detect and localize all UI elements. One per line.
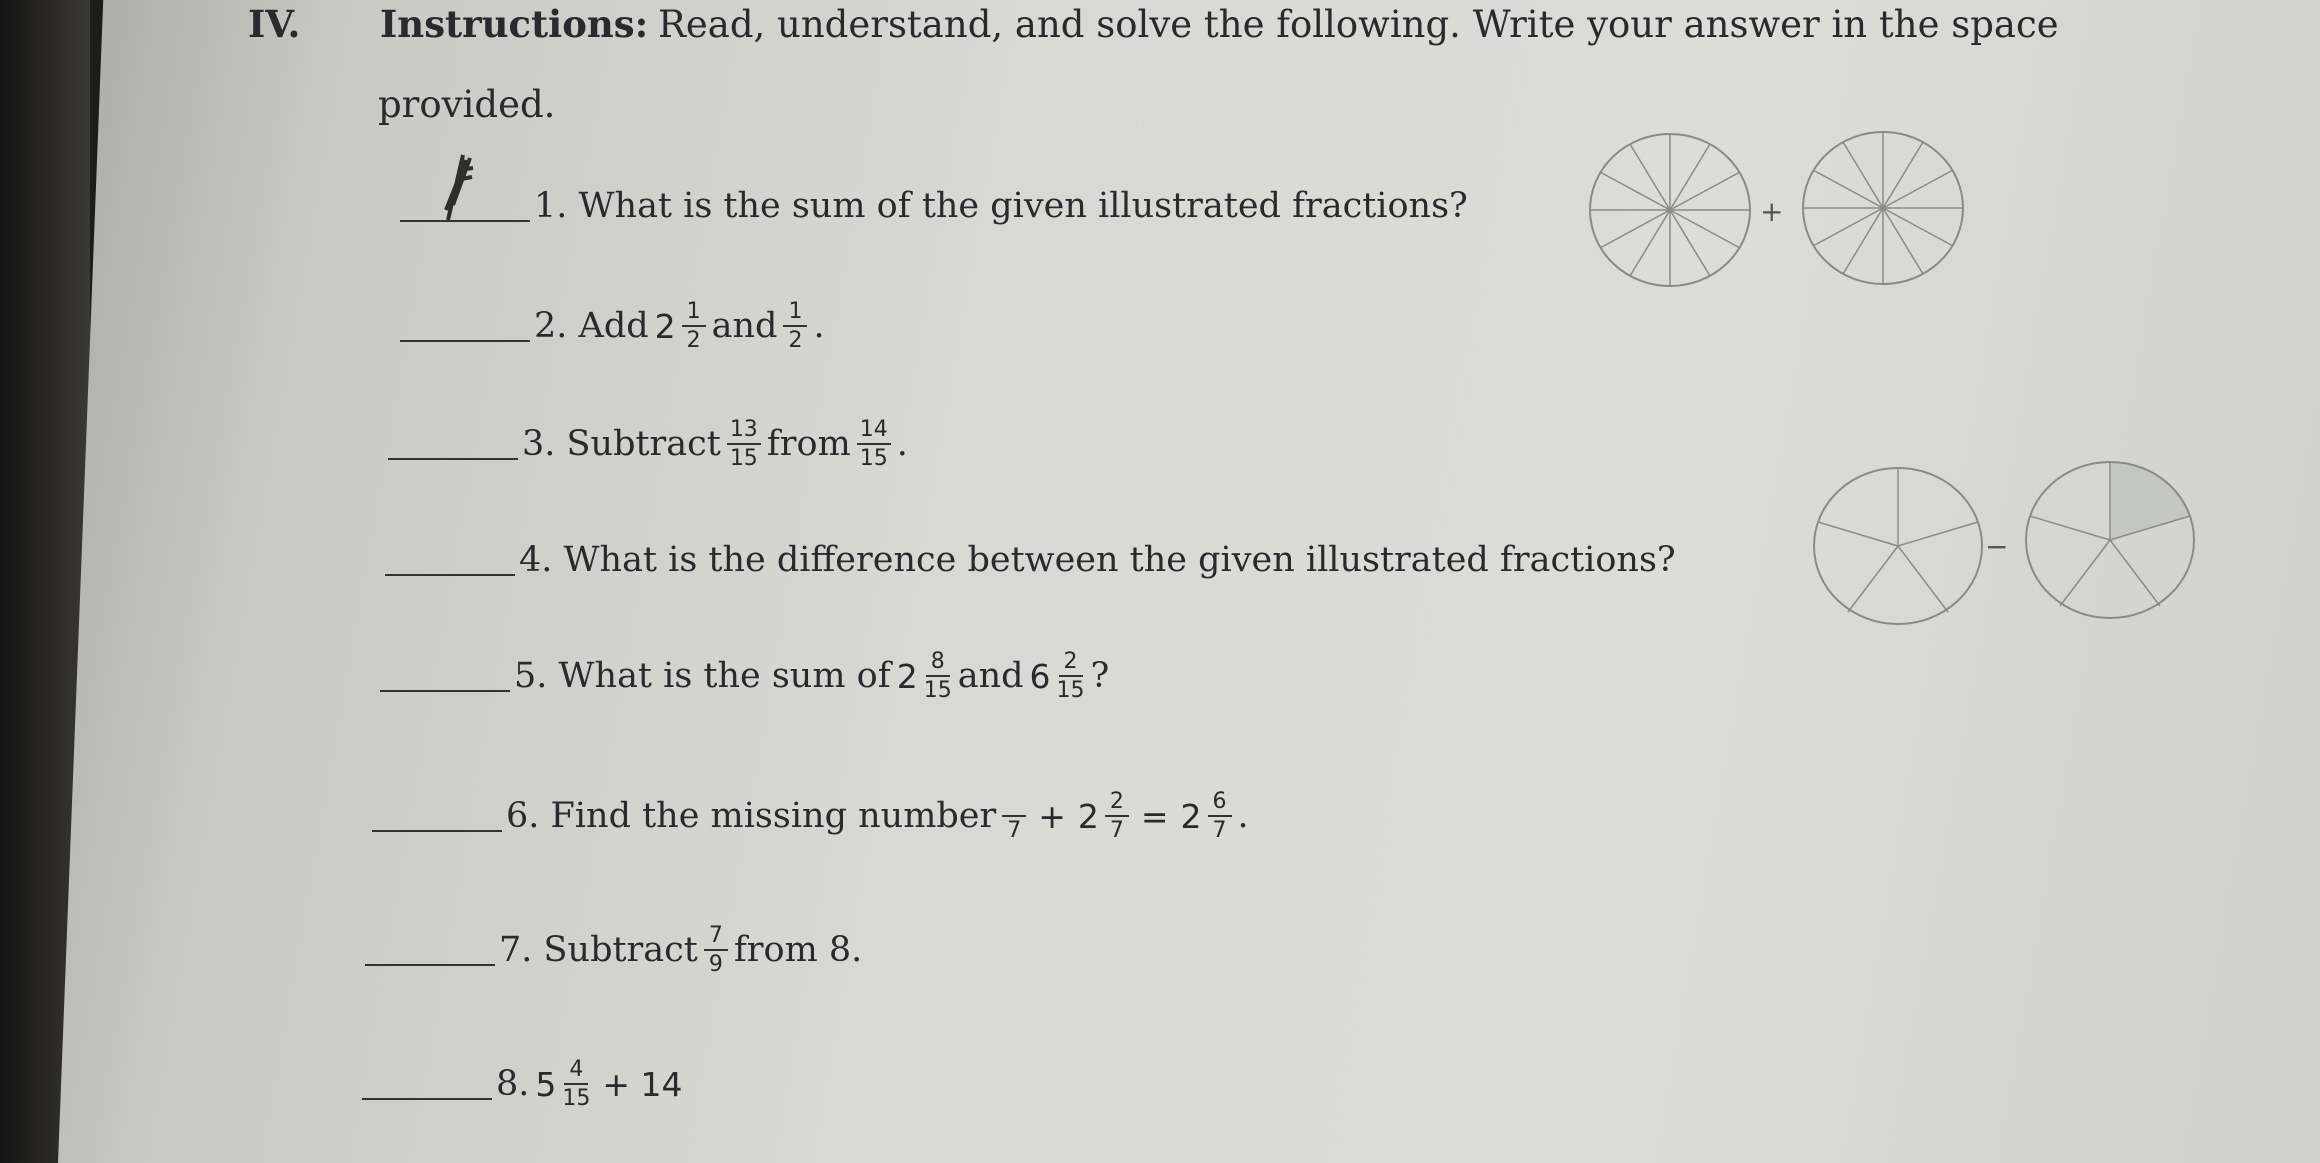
question-1 <box>400 186 1468 226</box>
instructions-label: Instructions: <box>380 2 649 46</box>
question-text: What is the difference between the given illustrated fractions? <box>563 540 1676 580</box>
fraction: $\frac{1}{2}$ <box>783 300 807 352</box>
whole-number: 2 <box>1077 796 1099 836</box>
missing-numerator-fraction: 7 <box>1002 790 1026 842</box>
question-4 <box>385 540 1676 580</box>
q4-fraction-circle-right <box>2020 458 2200 623</box>
instructions-text-continued: provided. <box>378 83 556 126</box>
plus-sign: + <box>1038 796 1066 836</box>
section-number: IV. <box>248 2 301 46</box>
question-text: Subtract <box>543 930 698 971</box>
fraction: $\frac{2}{15}$ <box>1056 649 1085 704</box>
fraction: $\frac{6}{7}$ <box>1208 790 1232 842</box>
instructions-text: Read, understand, and solve the following. Write your answer in the space <box>658 3 2059 46</box>
answer-blank[interactable] <box>388 428 518 460</box>
question-7 <box>365 924 862 976</box>
question-text: What is the sum of the given illustrated fractions? <box>578 186 1468 226</box>
whole-number: 6 <box>1029 656 1051 696</box>
question-text: and <box>957 656 1024 697</box>
question-number: 2. <box>534 306 568 347</box>
whole-number: 5 <box>535 1064 557 1104</box>
equals-sign: = <box>1140 796 1169 836</box>
punctuation: . <box>896 424 908 465</box>
fraction: $\frac{4}{15}$ <box>562 1057 591 1112</box>
answer-blank[interactable] <box>400 310 530 342</box>
fraction: $\frac{7}{9}$ <box>704 924 728 976</box>
whole-number: 2 <box>654 306 676 346</box>
question-text: Find the missing number <box>550 796 997 837</box>
fraction: $\frac{8}{15}$ <box>923 649 952 704</box>
question-number: 4. <box>519 540 553 580</box>
question-8 <box>362 1058 689 1110</box>
question-number: 3. <box>522 424 556 465</box>
punctuation: . <box>813 306 825 347</box>
fraction: $\frac{14}{15}$ <box>857 418 891 470</box>
answer-blank[interactable] <box>362 1068 492 1100</box>
question-number: 1. <box>534 186 568 226</box>
whole-number: 2 <box>896 656 918 696</box>
whole-number: 2 <box>1180 796 1202 836</box>
q1-fraction-circle-left <box>1585 130 1755 290</box>
fraction: $\frac{1}{2}$ <box>682 300 706 352</box>
answer-blank[interactable] <box>365 934 495 966</box>
question-text: from 8. <box>733 930 863 971</box>
question-text: Add <box>578 306 649 347</box>
question-5 <box>380 650 1109 702</box>
question-number: 8. <box>496 1064 530 1105</box>
plus-sign: + <box>1760 195 1784 228</box>
question-text: What is the sum of <box>558 656 891 697</box>
q1-fraction-circle-right <box>1798 128 1968 288</box>
question-6 <box>372 790 1249 842</box>
punctuation: . <box>1237 796 1249 837</box>
fraction: $\frac{2}{7}$ <box>1105 790 1129 842</box>
answer-blank[interactable] <box>400 190 530 222</box>
question-2 <box>400 300 825 352</box>
question-number: 6. <box>506 796 540 837</box>
punctuation: ? <box>1090 656 1110 697</box>
question-text: Subtract <box>566 424 721 465</box>
addend: + 14 <box>602 1064 683 1104</box>
question-text: from <box>766 424 851 465</box>
question-3 <box>388 418 908 470</box>
question-number: 5. <box>514 656 548 697</box>
answer-blank[interactable] <box>380 660 510 692</box>
question-text: and <box>711 306 778 347</box>
fraction: $\frac{13}{15}$ <box>727 418 761 470</box>
answer-blank[interactable] <box>372 800 502 832</box>
minus-sign: − <box>1985 530 2009 563</box>
answer-blank[interactable] <box>385 544 515 576</box>
question-number: 7. <box>499 930 533 971</box>
q4-fraction-circle-left <box>1808 464 1988 629</box>
